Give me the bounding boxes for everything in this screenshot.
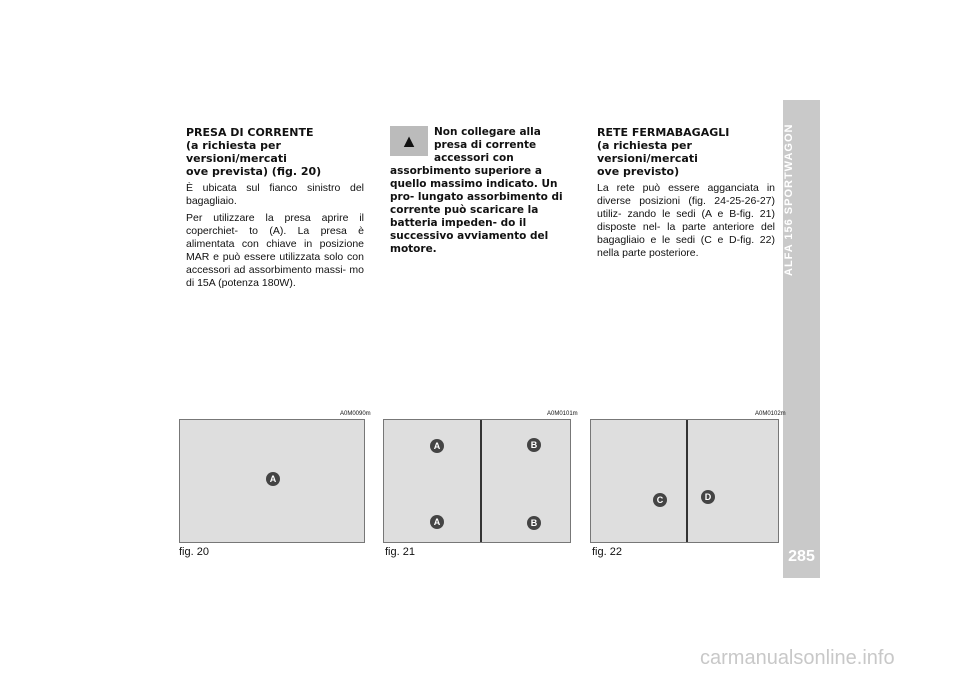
figure-caption: fig. 22: [592, 546, 622, 558]
page-number: 285: [788, 548, 815, 565]
figure-21: [383, 419, 571, 543]
heading: ove previsto): [597, 165, 680, 178]
left-column: [186, 126, 364, 290]
heading: ove prevista) (fig. 20): [186, 165, 322, 178]
callout-label: B: [527, 438, 541, 452]
warning-icon: ▲: [390, 126, 428, 156]
figure-code: A0M0101m: [547, 411, 578, 417]
callout-label: B: [527, 516, 541, 530]
callout-label: A: [266, 472, 280, 486]
figure-20: [179, 419, 365, 543]
heading: RETE FERMABAGAGLI: [597, 126, 730, 139]
heading: PRESA DI CORRENTE: [186, 126, 314, 139]
paragraph: Per utilizzare la presa aprire il coperchiet- to (A). La presa è alimentata con chiave in posizione MAR e può essere utilizzata solo con accessori ad assorbimento massi- mo di 15A (potenza 180W).: [186, 212, 364, 289]
panel-divider: [686, 420, 688, 542]
figure-code: A0M0102m: [755, 411, 786, 417]
warning-text: Non collegare alla presa di corrente accessori con assorbimento superiore a quello massimo indicato. Un pro- lungato assorbimento di corrente può scaricare la batteria impeden- do il successivo avviamento del motore.: [390, 126, 563, 255]
figure-caption: fig. 20: [179, 546, 209, 558]
watermark: carmanualsonline.info: [700, 647, 895, 669]
callout-label: A: [430, 515, 444, 529]
panel-divider: [480, 420, 482, 542]
paragraph: È ubicata sul fianco sinistro del bagagliaio.: [186, 182, 364, 207]
heading: (a richiesta per versioni/mercati: [597, 139, 698, 165]
figure-caption: fig. 21: [385, 546, 415, 558]
figure-22: [590, 419, 779, 543]
callout-label: A: [430, 439, 444, 453]
paragraph: La rete può essere agganciata in diverse posizioni (fig. 24-25-26-27) utiliz- zando le sedi (A e B-fig. 21) disposte nel- la parte anteriore del bagagliaio e le sedi (C e D-fig. 22) nella parte posteriore.: [597, 182, 775, 259]
callout-label: D: [701, 490, 715, 504]
right-column: [597, 126, 775, 260]
heading: (a richiesta per versioni/mercati: [186, 139, 287, 165]
side-title: ALFA 156 SPORTWAGON: [783, 123, 795, 277]
middle-column: [390, 126, 572, 256]
figure-code: A0M0090m: [340, 411, 371, 417]
callout-label: C: [653, 493, 667, 507]
